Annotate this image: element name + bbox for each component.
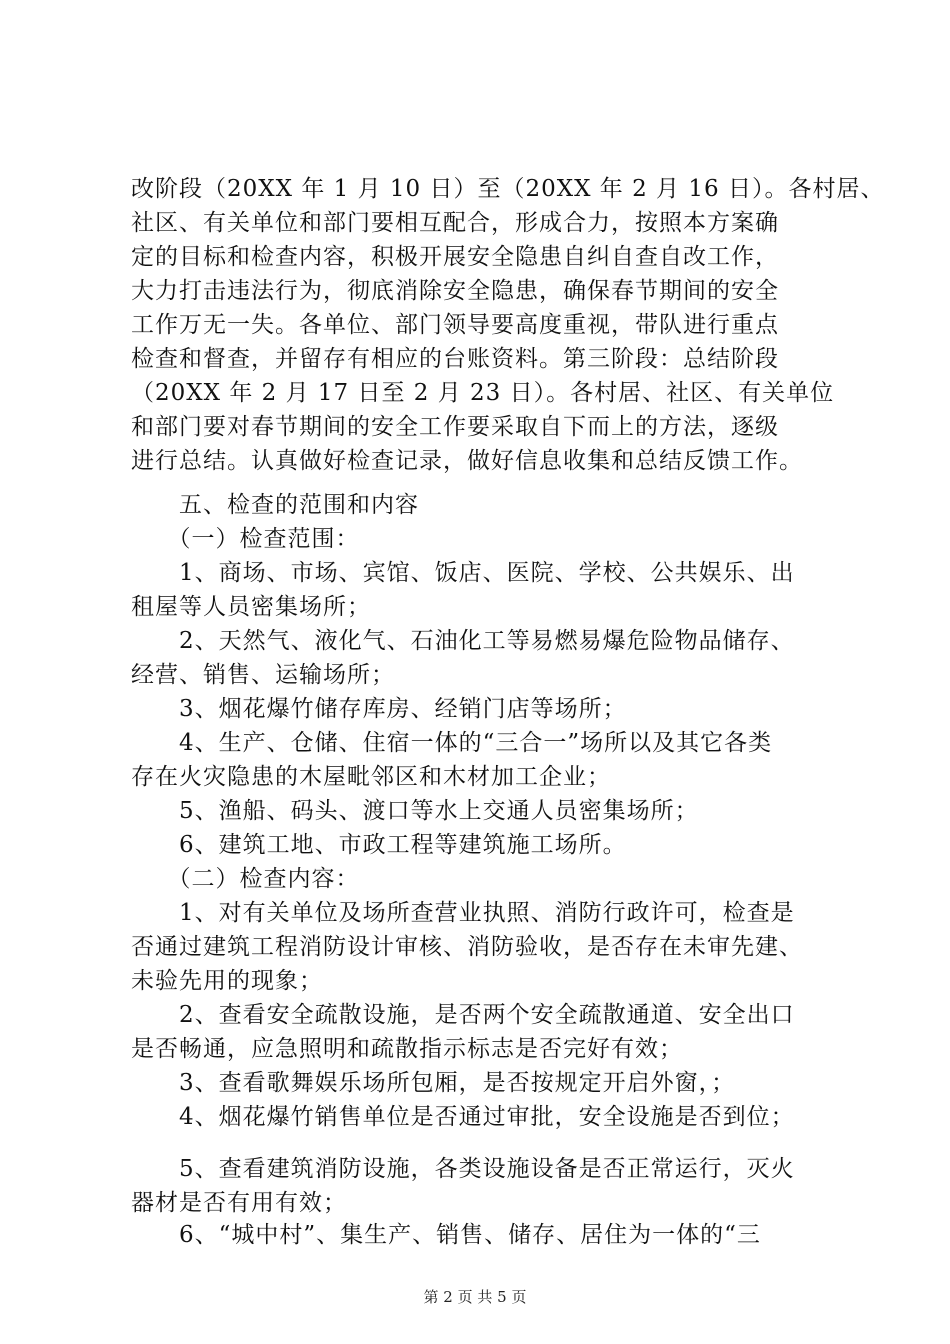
text-line: 6、“城中村”、集生产、销售、储存、居住为一体的“三 [131, 1222, 761, 1248]
text-line: 5、渔船、码头、渡口等水上交通人员密集场所； [131, 798, 699, 824]
text-line: 5、查看建筑消防设施，各类设施设备是否正常运行，灭火 [131, 1156, 795, 1182]
subsection-heading: （一）检查范围： [131, 526, 360, 552]
text-line: 器材是否有用有效； [131, 1190, 347, 1216]
text-line: 定的目标和检查内容，积极开展安全隐患自纠自查自改工作， [131, 244, 779, 270]
text-line: 2、天然气、液化气、石油化工等易燃易爆危险物品储存、 [131, 628, 795, 654]
text-line: 6、建筑工地、市政工程等建筑施工场所。 [131, 832, 627, 858]
text-line: 3、烟花爆竹储存库房、经销门店等场所； [131, 696, 627, 722]
subsection-heading: （二）检查内容： [131, 866, 360, 892]
text-line: 2、查看安全疏散设施，是否两个安全疏散通道、安全出口 [131, 1002, 795, 1028]
text-line: 和部门要对春节期间的安全工作要采取自下而上的方法，逐级 [131, 414, 779, 440]
page-footer: 第 2 页 共 5 页 [423, 1288, 527, 1306]
text-line: 大力打击违法行为，彻底消除安全隐患，确保春节期间的安全 [131, 278, 779, 304]
text-line: 未验先用的现象； [131, 968, 323, 994]
text-line: 租屋等人员密集场所； [131, 594, 371, 620]
text-line: 存在火灾隐患的木屋毗邻区和木材加工企业； [131, 764, 611, 790]
text-line: 社区、有关单位和部门要相互配合，形成合力，按照本方案确 [131, 210, 779, 236]
text-line: 工作万无一失。各单位、部门领导要高度重视，带队进行重点 [131, 312, 779, 338]
text-line: 1、商场、市场、宾馆、饭店、医院、学校、公共娱乐、出 [131, 560, 795, 586]
text-line: 4、烟花爆竹销售单位是否通过审批，安全设施是否到位； [131, 1104, 795, 1130]
section-heading: 五、检查的范围和内容 [131, 492, 419, 518]
text-line: 经营、销售、运输场所； [131, 662, 395, 688]
text-line: 否通过建筑工程消防设计审核、消防验收，是否存在未审先建、 [131, 934, 803, 960]
text-line: 检查和督查，并留存有相应的台账资料。第三阶段：总结阶段 [131, 346, 779, 372]
text-line: 是否畅通，应急照明和疏散指示标志是否完好有效； [131, 1036, 683, 1062]
text-line: （20XX 年 2 月 17 日至 2 月 23 日）。各村居、社区、有关单位 [131, 380, 835, 406]
text-line: 改阶段（20XX 年 1 月 10 日）至（20XX 年 2 月 16 日）。各村居、 [131, 176, 885, 202]
text-line: 1、对有关单位及场所查营业执照、消防行政许可，检查是 [131, 900, 795, 926]
text-line: 4、生产、仓储、住宿一体的“三合一”场所以及其它各类 [131, 730, 773, 756]
text-line: 3、查看歌舞娱乐场所包厢，是否按规定开启外窗，； [131, 1070, 736, 1096]
text-line: 进行总结。认真做好检查记录，做好信息收集和总结反馈工作。 [131, 448, 803, 474]
